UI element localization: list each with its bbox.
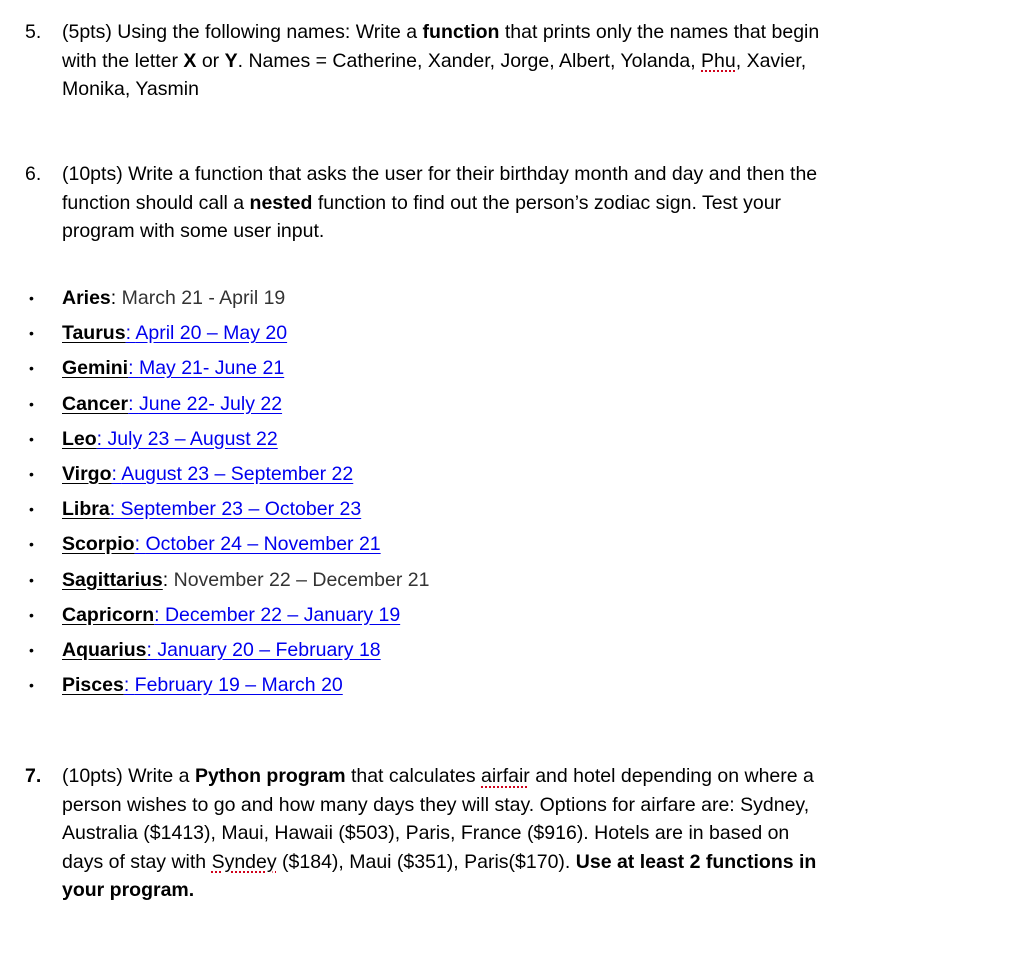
text-run: that prints only the names that begin: [499, 21, 820, 43]
spellcheck-word[interactable]: Phu: [701, 49, 736, 72]
text-run: ($184), Maui ($351), Paris($170).: [276, 850, 576, 873]
bullet-icon: •: [29, 360, 34, 377]
bold-keyword: nested: [249, 191, 313, 214]
separator: :: [162, 568, 174, 591]
separator: :: [128, 392, 139, 415]
bullet-icon: •: [29, 290, 34, 306]
date-range-link[interactable]: February 19 – March 20: [134, 674, 343, 697]
bullet-icon: •: [29, 430, 34, 447]
separator: :: [110, 287, 122, 309]
zodiac-sign: Leo: [62, 427, 97, 450]
bold-keyword: function: [422, 21, 500, 43]
zodiac-sign: Capricorn: [62, 603, 155, 626]
question-text: [62, 160, 817, 246]
question-number: 7.: [25, 765, 42, 787]
text-run: with the letter: [62, 49, 184, 72]
text-run: function to find out the person’s zodiac sign. Test your: [312, 191, 782, 214]
separator: :: [109, 498, 121, 521]
zodiac-sign: Libra: [62, 498, 110, 521]
question-text: [62, 18, 819, 104]
text-run: that calculates: [345, 765, 482, 787]
zodiac-sign: Aquarius: [62, 638, 147, 661]
date-range-link[interactable]: May 21- June 21: [138, 357, 285, 380]
bold-requirement: your program.: [62, 879, 195, 901]
date-range-link[interactable]: April 20 – May 20: [135, 322, 288, 345]
question-number: 6.: [25, 163, 42, 185]
date-range-link[interactable]: October 24 – November 21: [145, 533, 381, 556]
bullet-icon: •: [29, 571, 34, 588]
separator: :: [125, 322, 136, 345]
text-run: , Xavier,: [735, 49, 807, 72]
spellcheck-word[interactable]: Syndey: [211, 850, 277, 873]
zodiac-sign: Gemini: [62, 357, 129, 380]
bullet-icon: •: [29, 606, 34, 623]
date-range: November 22 – December 21: [173, 568, 430, 591]
text-run: function should call a: [62, 191, 250, 214]
question-number: 5.: [25, 21, 42, 43]
date-range-link[interactable]: July 23 – August 22: [107, 427, 278, 450]
date-range-link[interactable]: December 22 – January 19: [164, 603, 401, 626]
date-range: March 21 - April 19: [121, 287, 286, 309]
separator: :: [134, 533, 146, 556]
bold-requirement: Use at least 2 functions in: [575, 850, 817, 873]
separator: :: [111, 462, 122, 485]
text-run: or: [196, 49, 225, 72]
zodiac-sign: Taurus: [62, 322, 126, 345]
text-line: Australia ($1413), Maui, Hawaii ($503), Paris, France ($916). Hotels are in based on: [62, 822, 790, 844]
text-line: Monika, Yasmin: [62, 78, 199, 100]
zodiac-sign: Cancer: [62, 392, 129, 415]
bullet-icon: •: [29, 677, 34, 694]
date-range-link[interactable]: September 23 – October 23: [120, 498, 362, 521]
zodiac-sign: Aries: [62, 287, 111, 309]
separator: :: [154, 603, 165, 626]
date-range-link[interactable]: August 23 – September 22: [121, 462, 354, 485]
zodiac-sign: Pisces: [62, 674, 124, 697]
separator: :: [96, 427, 108, 450]
bullet-icon: •: [29, 325, 34, 342]
bold-keyword: Python program: [194, 765, 346, 787]
text-line: (10pts) Write a function that asks the user for their birthday month and day and then the: [62, 163, 818, 185]
bold-letter-x: X: [183, 49, 197, 72]
text-run: and hotel depending on where a: [529, 765, 814, 787]
bullet-icon: •: [29, 395, 34, 412]
text-run: days of stay with: [62, 850, 212, 873]
text-run: (10pts) Write a: [62, 765, 195, 787]
bold-letter-y: Y: [224, 49, 238, 72]
text-run: . Names = Catherine, Xander, Jorge, Albert, Yolanda,: [237, 49, 702, 72]
separator: :: [123, 674, 135, 697]
zodiac-sign: Scorpio: [62, 533, 135, 556]
text-run: (5pts) Using the following names: Write a: [62, 21, 423, 43]
bullet-icon: •: [29, 501, 34, 518]
bullet-icon: •: [29, 536, 34, 553]
text-line: program with some user input.: [62, 220, 325, 242]
date-range-link[interactable]: January 20 – February 18: [157, 638, 381, 661]
date-range-link[interactable]: June 22- July 22: [138, 392, 283, 415]
zodiac-sign: Sagittarius: [62, 568, 163, 591]
separator: :: [128, 357, 139, 380]
bullet-icon: •: [29, 641, 34, 658]
zodiac-sign: Virgo: [62, 462, 112, 485]
bullet-icon: •: [29, 465, 34, 482]
spellcheck-word[interactable]: airfair: [481, 765, 530, 787]
question-text: [62, 762, 816, 905]
text-line: person wishes to go and how many days they will stay. Options for airfare are: Sydney,: [62, 793, 810, 816]
separator: :: [146, 638, 158, 661]
